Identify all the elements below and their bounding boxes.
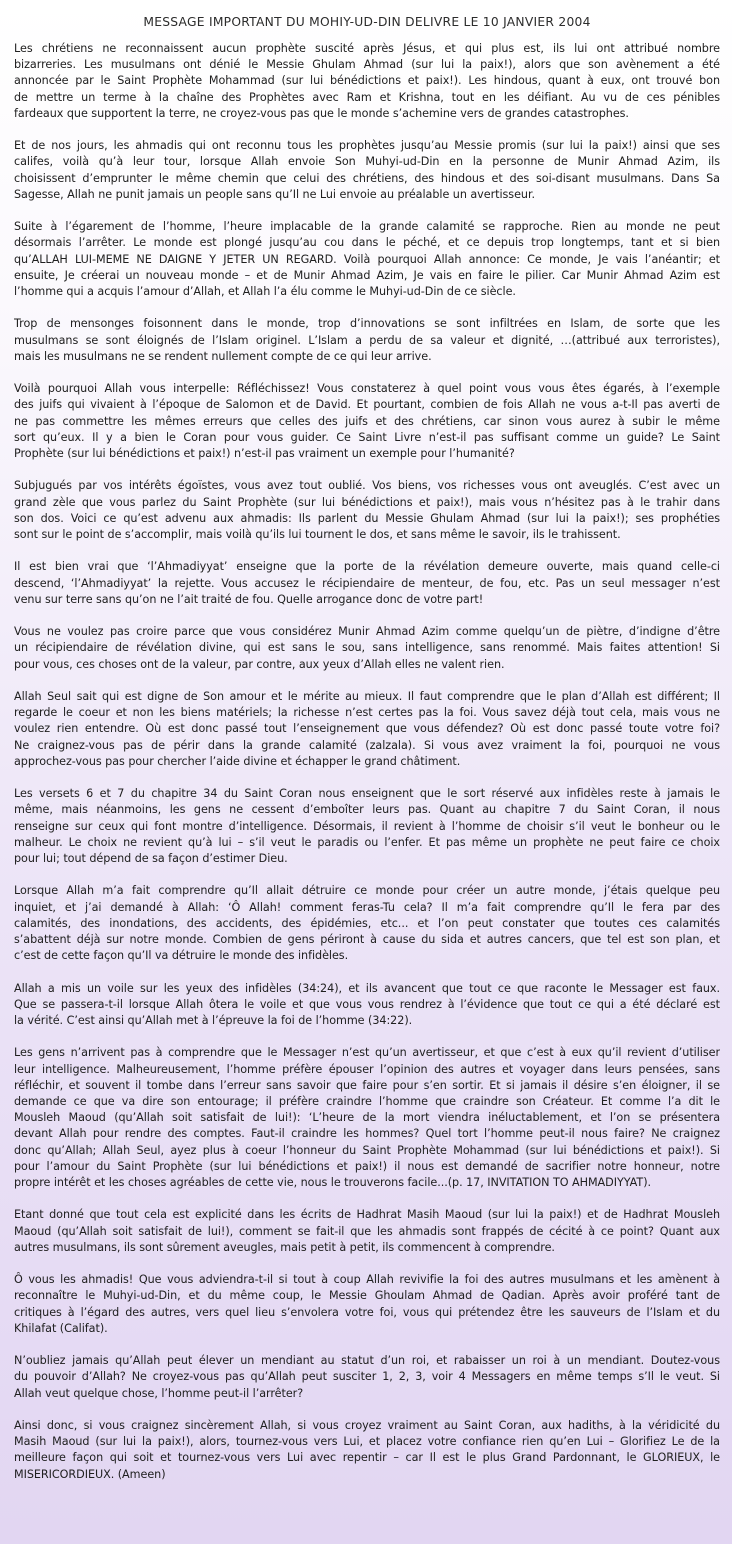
paragraph-line: Les gens n’arrivent pas à comprendre que le Messager n’est qu’un avertisseur, et que c’est à eux qu’il revient d’utiliser	[14, 1046, 720, 1060]
paragraph-line: l’homme qui a acquis l’amour d’Allah, et Allah l’a élu comme le Muhyi-ud-Din de ce siècle.	[14, 285, 516, 299]
paragraph-line: N’oubliez jamais qu’Allah peut élever un mendiant au statut d’un roi, et rabaisser un roi à un mendiant. Doutez-vous	[14, 1354, 720, 1368]
paragraph-line: Khilafat (Califat).	[14, 1321, 108, 1335]
paragraph-line: choisissent d’emprunter le même chemin que celui des chrétiens, des hindous et des soi-disant musulmans. Dans Sa	[14, 171, 720, 185]
paragraph-line: reconnaître le Muhyi-ud-Din, et du même coup, le Messie Ghoulam Ahmad de Qadian. Après avoir proféré tant de	[14, 1289, 720, 1303]
paragraph-line: propre intérêt et les choses agréables de cette vie, nous le trouverons facile...(p. 17, INVITATION TO AHMADIYYAT).	[14, 1176, 652, 1190]
paragraph-line: approchez-vous pas pour chercher l’aide divine et échapper le grand châtiment.	[14, 754, 461, 768]
paragraph-line: Sagesse, Allah ne punit jamais un people sans qu’Il ne Lui envoie au préalable un avertisseur.	[14, 187, 535, 201]
paragraph-line: voulez rien entendre. Où est donc passé tout l’enseignement que vous défendez? Où est donc passé toute votre foi?	[14, 722, 720, 736]
paragraph-line: leur intelligence. Malheureusement, l’homme préfère épouser l’opinion des autres et voyager dans leurs pensées, sans	[14, 1062, 720, 1076]
paragraph-line: donc qu’Allah; Allah Seul, ayez plus à coeur l’honneur du Saint Prophète Mohammad (sur lui bénédictions et paix!). Si	[14, 1143, 720, 1157]
paragraph-line: regarde le coeur et non les biens matériels; la richesse n’est certes pas la foi. Vous savez déjà tout cela, mais vous ne	[14, 706, 720, 720]
paragraph-line: meilleure façon qui soit et tournez-vous vers Lui avec repentir – car Il est le plus Grand Pardonnant, le GLORIEUX, le	[14, 1451, 720, 1465]
paragraph-line: Les versets 6 et 7 du chapitre 34 du Saint Coran nous enseignent que le sort réservé aux infidèles reste à jamais le	[14, 787, 720, 801]
paragraph-line: Trop de mensonges foisonnent dans le monde, trop d’innovations se sont infiltrées en Islam, de sorte que les	[14, 317, 720, 331]
paragraph	[14, 981, 720, 1030]
paragraph-line: Ainsi donc, si vous craignez sincèrement Allah, si vous croyez vraiment au Saint Coran, aux hadiths, à la véridicité du	[14, 1419, 720, 1433]
paragraph-line: Ne craignez-vous pas de périr dans la grande calamité (zalzala). Si vous avez vraiment la foi, pourquoi ne vous	[14, 738, 720, 752]
paragraph-line: sort qu’eux. Il y a bien le Coran pour vous guider. Ce Saint Livre n’est-il pas suffisant comme un guide? Le Saint	[14, 430, 720, 444]
paragraph-line: c’est de cette façon qu’Il va détruire le monde des infidèles.	[14, 949, 349, 963]
paragraph-line: Et de nos jours, les ahmadis qui ont reconnu tous les prophètes jusqu’au Messie promis (sur lui la paix!) ainsi que ses	[14, 139, 720, 153]
paragraph	[14, 689, 720, 770]
paragraph-line: Il est bien vrai que ‘l’Ahmadiyyat’ enseigne que la porte de la révélation demeure ouverte, mais quand celle-ci	[14, 560, 720, 574]
paragraph-line: Allah a mis un voile sur les yeux des infidèles (34:24), et ils avancent que tout ce que raconte le Messager est faux.	[14, 981, 720, 995]
paragraph-line: grand zèle que vous parlez du Saint Prophète (sur lui bénédictions et paix!), mais vous n’hésitez pas à le trahir dans	[14, 495, 720, 509]
paragraph	[14, 1272, 720, 1337]
paragraph-line: MISERICORDIEUX. (Ameen)	[14, 1467, 166, 1481]
paragraph	[14, 883, 720, 964]
paragraph-line: des juifs qui vivaient à l’époque de Salomon et de David. Et pourtant, combien de fois Allah ne vous a-t-Il pas averti de	[14, 398, 720, 412]
paragraph	[14, 786, 720, 867]
paragraph-line: bizarreries. Les musulmans ont dénié le Messie Ghulam Ahmad (sur lui la paix!), alors que son avènement a été	[14, 58, 720, 72]
paragraph-line: descend, ‘l’Ahmadiyyat’ la rejette. Vous accusez le récipiendaire de menteur, de fou, etc. Pas un seul messager n’est	[14, 576, 720, 590]
paragraph-line: qu’ALLAH LUI-MEME NE DAIGNE Y JETER UN REGARD. Voilà pourquoi Allah annonce: Ce monde, Je vais l’anéantir; et	[14, 252, 720, 266]
paragraph-line: s’abattent déjà sur notre monde. Combien de gens périront à cause du sida et autres cancers, que tel est son plan, et	[14, 933, 720, 947]
paragraph-line: venu sur terre sans qu’on ne l’ait traité de fou. Quelle arrogance donc de votre part!	[14, 592, 484, 606]
paragraph-line: Maoud (qu’Allah soit satisfait de lui!), comment se fait-il que les ahmadis sont frappés de cécité à ce point? Quant aux	[14, 1224, 720, 1238]
paragraph-line: ensuite, Je créerai un nouveau monde – et de Munir Ahmad Azim, Je vais en faire le pilier. Car Munir Ahmad Azim est	[14, 268, 720, 282]
paragraph	[14, 138, 720, 203]
page-title: MESSAGE IMPORTANT DU MOHIY-UD-DIN DELIVRE LE 10 JANVIER 2004	[143, 15, 591, 29]
paragraph-line: ne pas commettre les mêmes erreurs que celles des juifs et des chrétiens, car sinon vous aurez à subir le même	[14, 414, 720, 428]
paragraph-line: Que se passera-t-il lorsque Allah ôtera le voile et que vous vous rendrez à l’évidence que tout ce qui a été déclaré est	[14, 997, 720, 1011]
paragraph-line: inquiet, et j’ai demandé à Allah: ‘Ô Allah! comment feras-Tu cela? Il m’a fait comprendre qu’Il le fera par des	[14, 900, 720, 914]
paragraph	[14, 1045, 720, 1191]
message-body	[14, 41, 720, 1483]
paragraph-line: pour lui; tout dépend de sa façon d’estimer Dieu.	[14, 852, 288, 866]
paragraph	[14, 381, 720, 462]
paragraph-line: de mettre un terme à la chaîne des Prophètes avec Ram et Krishna, tout en les déifiant. Au vu de ces pénibles	[14, 90, 720, 104]
paragraph-line: autres musulmans, ils sont sûrement aveugles, mais petit à petit, ils commencent à comprendre.	[14, 1240, 555, 1254]
paragraph	[14, 478, 720, 543]
paragraph-line: annoncée par le Saint Prophète Mohammad (sur lui bénédictions et paix!). Les hindous, quant à eux, ont trouvé bon	[14, 74, 720, 88]
paragraph-line: désormais l’arrêter. Le monde est plongé jusqu’au cou dans le péché, et ce depuis trop longtemps, tant et si bien	[14, 236, 720, 250]
paragraph	[14, 1207, 720, 1256]
paragraph-line: Voilà pourquoi Allah vous interpelle: Réfléchissez! Vous constaterez à quel point vous vous êtes égarés, à l’exemple	[14, 382, 720, 396]
paragraph-line: Prophète (sur lui bénédictions et paix!) n’est-il pas vraiment un exemple pour l’humanité?	[14, 447, 515, 461]
paragraph-line: critiques à l’égard des autres, vers quel lieu s’envolera votre foi, vous qui prétendez être les sauveurs de l’Islam et du	[14, 1305, 720, 1319]
paragraph-line: Allah veut quelque chose, l’homme peut-il l’arrêter?	[14, 1386, 304, 1400]
paragraph-line: calamités, des inondations, des accidents, des épidémies, etc... et l’on peut constater que toutes ces calamités	[14, 916, 720, 930]
paragraph-line: devant Allah pour rendre des comptes. Faut-il craindre les hommes? Quel tort l’homme peut-il nous faire? Ne craignez	[14, 1127, 720, 1141]
paragraph-line: Vous ne voulez pas croire parce que vous considérez Munir Ahmad Azim comme quelqu’un de piètre, d’indigne d’être	[14, 625, 720, 639]
paragraph	[14, 41, 720, 122]
paragraph-line: Subjugués par vos intérêts égoïstes, vous avez tout oublié. Vos biens, vos richesses vous ont aveuglés. C’est avec un	[14, 479, 720, 493]
paragraph	[14, 624, 720, 673]
paragraph-line: renseigne sur ceux qui font montre d’intelligence. Désormais, il revient à l’homme de choisir s’il veut le bonheur ou le	[14, 819, 720, 833]
paragraph-line: musulmans se sont éloignés de l’Islam originel. L’Islam a perdu de sa valeur et dignité, …(attribué aux terroristes),	[14, 333, 720, 347]
paragraph-line: la vérité. C’est ainsi qu’Allah met à l’épreuve la foi de l’homme (34:22).	[14, 1014, 413, 1028]
paragraph	[14, 1418, 720, 1483]
paragraph-line: Ô vous les ahmadis! Que vous adviendra-t-il si tout à coup Allah revivifie la foi des autres musulmans et les amènent à	[14, 1273, 720, 1287]
paragraph-line: califes, voilà qu’à leur tour, lorsque Allah envoie Son Muhyi-ud-Din en la personne de Munir Ahmad Azim, ils	[14, 155, 720, 169]
paragraph-line: fardeaux que supportent la terre, ne croyez-vous pas que le monde s’achemine vers de grandes catastrophes.	[14, 106, 629, 120]
paragraph-line: du pouvoir d’Allah? Ne croyez-vous pas qu’Allah peut susciter 1, 2, 3, voir 4 Messagers en même temps s’Il le veut. Si	[14, 1370, 720, 1384]
paragraph-line: son dos. Voici ce qu’est advenu aux ahmadis: Ils parlent du Messie Ghulam Ahmad (sur lui la paix!); ses prophéties	[14, 511, 720, 525]
paragraph	[14, 559, 720, 608]
paragraph-line: Suite à l’égarement de l’homme, l’heure implacable de la grande calamité se rapproche. Rien au monde ne peut	[14, 220, 720, 234]
paragraph	[14, 1353, 720, 1402]
paragraph-line: Masih Maoud (sur lui la paix!), alors, tournez-vous vers Lui, et placez votre confiance rien qu’en Lui – Glorifiez Le de la	[14, 1435, 720, 1449]
paragraph-line: réfléchir, et souvent il tombe dans l’erreur sans savoir que faire pour s’en sortir. Et si jamais il désire s’en éloigner, il se	[14, 1078, 720, 1092]
paragraph-line: mais les musulmans ne se rendent nullement compte de ce qui leur arrive.	[14, 349, 432, 363]
paragraph	[14, 316, 720, 365]
paragraph-line: pour l’amour du Saint Prophète (sur lui bénédictions et paix!) il nous est demandé de sacrifier notre honneur, notre	[14, 1159, 720, 1173]
paragraph-line: Etant donné que tout cela est explicité dans les écrits de Hadhrat Masih Maoud (sur lui la paix!) et de Hadhrat Mousleh	[14, 1208, 720, 1222]
paragraph-line: sont sur le point de s’accomplir, mais voilà qu’ils lui tournent le dos, et sans même le savoir, ils le trahissent.	[14, 528, 621, 542]
paragraph-line: Mousleh Maoud (qu’Allah soit satisfait de lui!): ‘L’heure de la mort viendra inéluctablement, et l’on se présentera	[14, 1111, 720, 1125]
paragraph-line: malheur. Le choix ne revient qu’à lui – s’il veut le paradis ou l’enfer. Et pas même un prophète ne peut faire ce choix	[14, 835, 720, 849]
paragraph	[14, 219, 720, 300]
paragraph-line: Lorsque Allah m’a fait comprendre qu’Il allait détruire ce monde pour créer un autre monde, j’étais quelque peu	[14, 884, 720, 898]
paragraph-line: pour vous, ces choses ont de la valeur, par contre, aux yeux d’Allah elles ne valent rien.	[14, 657, 505, 671]
paragraph-line: Les chrétiens ne reconnaissent aucun prophète suscité après Jésus, et qui plus est, ils lui ont attribué nombre	[14, 42, 720, 55]
paragraph-line: un récipiendaire de révélation divine, qui est sans le sou, sans intelligence, sans renommé. Mais faites attention! Si	[14, 641, 720, 655]
paragraph-line: demande ce que va dire son entourage; il préfère craindre l’homme que craindre son Créateur. Et comme l’a dit le	[14, 1095, 720, 1109]
paragraph-line: même, mais néanmoins, les gens ne cessent d’emboîter leurs pas. Quant au chapitre 7 du Saint Coran, il nous	[14, 803, 720, 817]
paragraph-line: Allah Seul sait qui est digne de Son amour et le mérite au mieux. Il faut comprendre que le plan d’Allah est différent; Il	[14, 690, 720, 703]
